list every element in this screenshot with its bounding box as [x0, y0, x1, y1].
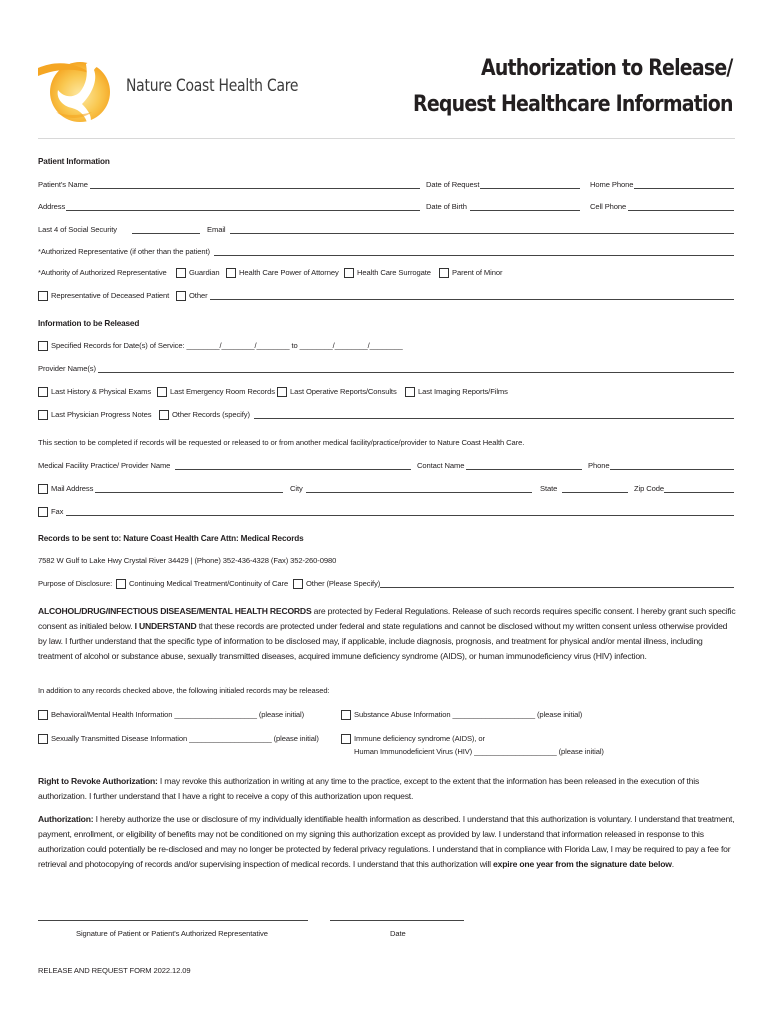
field-auth-rep[interactable] [214, 255, 734, 256]
checkbox-immune[interactable] [341, 734, 351, 744]
label-behavioral: Behavioral/Mental Health Information ____________________ (please initial) [51, 710, 305, 719]
checkbox-op[interactable] [277, 387, 287, 397]
checkbox-poa[interactable] [226, 268, 236, 278]
checkbox-other-purpose[interactable] [293, 579, 303, 589]
label-other-records: Other Records (specify) [172, 410, 250, 419]
label-guardian: Guardian [189, 268, 220, 277]
label-parent: Parent of Minor [452, 268, 503, 277]
label-other-authority: Other [189, 291, 208, 300]
label-poa: Health Care Power of Attorney [239, 268, 339, 277]
field-date-request[interactable] [480, 188, 580, 189]
field-providers[interactable] [98, 372, 734, 373]
heron-logo-icon [36, 54, 122, 128]
checkbox-surrogate[interactable] [344, 268, 354, 278]
checkbox-other-authority[interactable] [176, 291, 186, 301]
checkbox-other-records[interactable] [159, 410, 169, 420]
checkbox-behavioral[interactable] [38, 710, 48, 720]
initials-intro: In addition to any records checked above, the following initialed records may be released: [38, 686, 330, 695]
alcohol-text2: that these records are protected under federal and state regulations and cannot be disclosed without my written consent unless otherwise provided by law. I further understand that the specific type of information to be disclosed may, if applicable, include diagnosis, prognosis, and treatment for physical and/or mental illness, including treatment of alcohol or substance abuse, sexually transmitted diseases, acquired immune deficiency syndrome (AIDS), or human immunodeficiency virus (HIV) infection. [38, 621, 728, 661]
alcohol-paragraph [38, 604, 738, 668]
revoke-text: I may revoke this authorization in writing at any time to the practice, except to the extent that the information has been released in the execution of this authorization. I further understand that I have a right to receive a copy of this authorization upon request. [38, 776, 700, 801]
brand-name: Nature Coast Health Care [126, 76, 299, 96]
authorization-paragraph [38, 812, 738, 892]
field-phone[interactable] [610, 469, 734, 470]
section-heading-release: Information to be Released [38, 319, 140, 328]
label-other-purpose: Other (Please Specify) [306, 579, 381, 588]
authorization-end: . [671, 859, 674, 869]
checkbox-er[interactable] [157, 387, 167, 397]
section-heading-patient: Patient Information [38, 157, 110, 166]
label-date-request: Date of Request [426, 180, 480, 189]
alcohol-bold1: ALCOHOL/DRUG/INFECTIOUS DISEASE/MENTAL HEALTH RECORDS [38, 606, 312, 616]
label-fax: Fax [51, 507, 64, 516]
label-continuing: Continuing Medical Treatment/Continuity of Care [129, 579, 289, 588]
date-line[interactable] [330, 920, 464, 921]
label-authority: *Authority of Authorized Representative [38, 268, 167, 277]
field-other-authority[interactable] [210, 299, 734, 300]
authorization-text: I hereby authorize the use or disclosure of my individually identifiable health information as described. I understand that this authorization is voluntary. I understand that treatment, payment, enrollment, or eligibility of benefits may not be conditioned on my signing this authorization except as provided by law. I understand that information released in response to this authorization could potentially be re-disclosed and may no longer be protected by federal privacy regulations. I understand that in compliance with Florida Law, I may be required to pay a fee for retrieval and photocopying of records and/or supervising inspection of medical records. I understand that this authorization will [38, 814, 735, 869]
checkbox-std[interactable] [38, 734, 48, 744]
label-contact: Contact Name [417, 461, 465, 470]
field-address[interactable] [66, 210, 420, 211]
label-hp: Last History & Physical Exams [51, 387, 152, 396]
label-providers: Provider Name(s) [38, 364, 96, 373]
label-notes: Last Physician Progress Notes [51, 410, 152, 419]
field-home-phone[interactable] [634, 188, 734, 189]
page-title-line1: Authorization to Release/ [481, 56, 733, 81]
field-other-records[interactable] [254, 418, 734, 419]
field-mail[interactable] [95, 492, 283, 493]
checkbox-deceased[interactable] [38, 291, 48, 301]
label-substance: Substance Abuse Information ____________________ (please initial) [354, 710, 583, 719]
revoke-paragraph [38, 774, 738, 806]
checkbox-continuing[interactable] [116, 579, 126, 589]
label-phone: Phone [588, 461, 610, 470]
facility-note: This section to be completed if records will be requested or released to or from another medical facility/practice/provider to Nature Coast Health Care. [38, 438, 525, 447]
field-state[interactable] [562, 492, 628, 493]
alcohol-bold2: I UNDERSTAND [134, 621, 197, 631]
field-cell-phone[interactable] [628, 210, 734, 211]
label-dob: Date of Birth [426, 202, 467, 211]
label-home-phone: Home Phone [590, 180, 634, 189]
label-img: Last Imaging Reports/Films [418, 387, 508, 396]
section-heading-send: Records to be sent to: Nature Coast Health Care Attn: Medical Records [38, 534, 304, 543]
label-ssn: Last 4 of Social Security [38, 225, 117, 234]
label-state: State [540, 484, 558, 493]
field-other-purpose[interactable] [380, 587, 734, 588]
field-contact[interactable] [466, 469, 582, 470]
checkbox-parent[interactable] [439, 268, 449, 278]
checkbox-img[interactable] [405, 387, 415, 397]
checkbox-specified-records[interactable] [38, 341, 48, 351]
field-zip[interactable] [664, 492, 734, 493]
label-zip: Zip Code [634, 484, 665, 493]
label-immune1: Immune deficiency syndrome (AIDS), or [354, 734, 485, 743]
signature-label: Signature of Patient or Patient's Authorized Representative [76, 929, 268, 938]
label-practice: Medical Facility Practice/ Provider Name [38, 461, 171, 470]
label-er: Last Emergency Room Records [170, 387, 275, 396]
form-id: RELEASE AND REQUEST FORM 2022.12.09 [38, 966, 191, 975]
field-practice[interactable] [175, 469, 411, 470]
label-deceased: Representative of Deceased Patient [51, 291, 170, 300]
label-address: Address [38, 202, 66, 211]
label-surrogate: Health Care Surrogate [357, 268, 431, 277]
revoke-bold: Right to Revoke Authorization: [38, 776, 158, 786]
field-ssn[interactable] [132, 233, 200, 234]
label-patient-name: Patient's Name [38, 180, 88, 189]
label-std: Sexually Transmitted Disease Information ____________________ (please initial) [51, 734, 319, 743]
field-email[interactable] [230, 233, 734, 234]
send-address: 7582 W Gulf to Lake Hwy Crystal River 34429 | (Phone) 352-436-4328 (Fax) 352-260-0980 [38, 556, 337, 565]
date-label: Date [390, 929, 406, 938]
field-fax[interactable] [66, 515, 734, 516]
label-purpose: Purpose of Disclosure: [38, 579, 113, 588]
label-op: Last Operative Reports/Consults [290, 387, 397, 396]
label-auth-rep: *Authorized Representative (if other than the patient) [38, 247, 210, 256]
checkbox-hp[interactable] [38, 387, 48, 397]
checkbox-mail[interactable] [38, 484, 48, 494]
checkbox-substance[interactable] [341, 710, 351, 720]
field-patient-name[interactable] [90, 188, 420, 189]
label-email: Email [207, 225, 226, 234]
field-dob[interactable] [470, 210, 580, 211]
alcohol-text1: are protected by Federal Regulations. Release of such records requires specific consent. I hereby grant such specific consent as initialed below. [38, 606, 736, 631]
authorization-bold: Authorization: [38, 814, 94, 824]
page-title-line2: Request Healthcare Information [413, 92, 733, 117]
label-cell-phone: Cell Phone [590, 202, 627, 211]
checkbox-notes[interactable] [38, 410, 48, 420]
label-specified-records: Specified Records for Date(s) of Service: ________/________/________ to ________/________/________ [51, 341, 403, 350]
label-city: City [290, 484, 303, 493]
authorization-bold-end: expire one year from the signature date below [493, 859, 672, 869]
header-divider [38, 138, 735, 139]
signature-line[interactable] [38, 920, 308, 921]
checkbox-fax[interactable] [38, 507, 48, 517]
label-immune2: Human Immunodeficient Virus (HIV) ____________________ (please initial) [354, 747, 604, 756]
label-mail: Mail Address [51, 484, 94, 493]
checkbox-guardian[interactable] [176, 268, 186, 278]
field-city[interactable] [306, 492, 532, 493]
